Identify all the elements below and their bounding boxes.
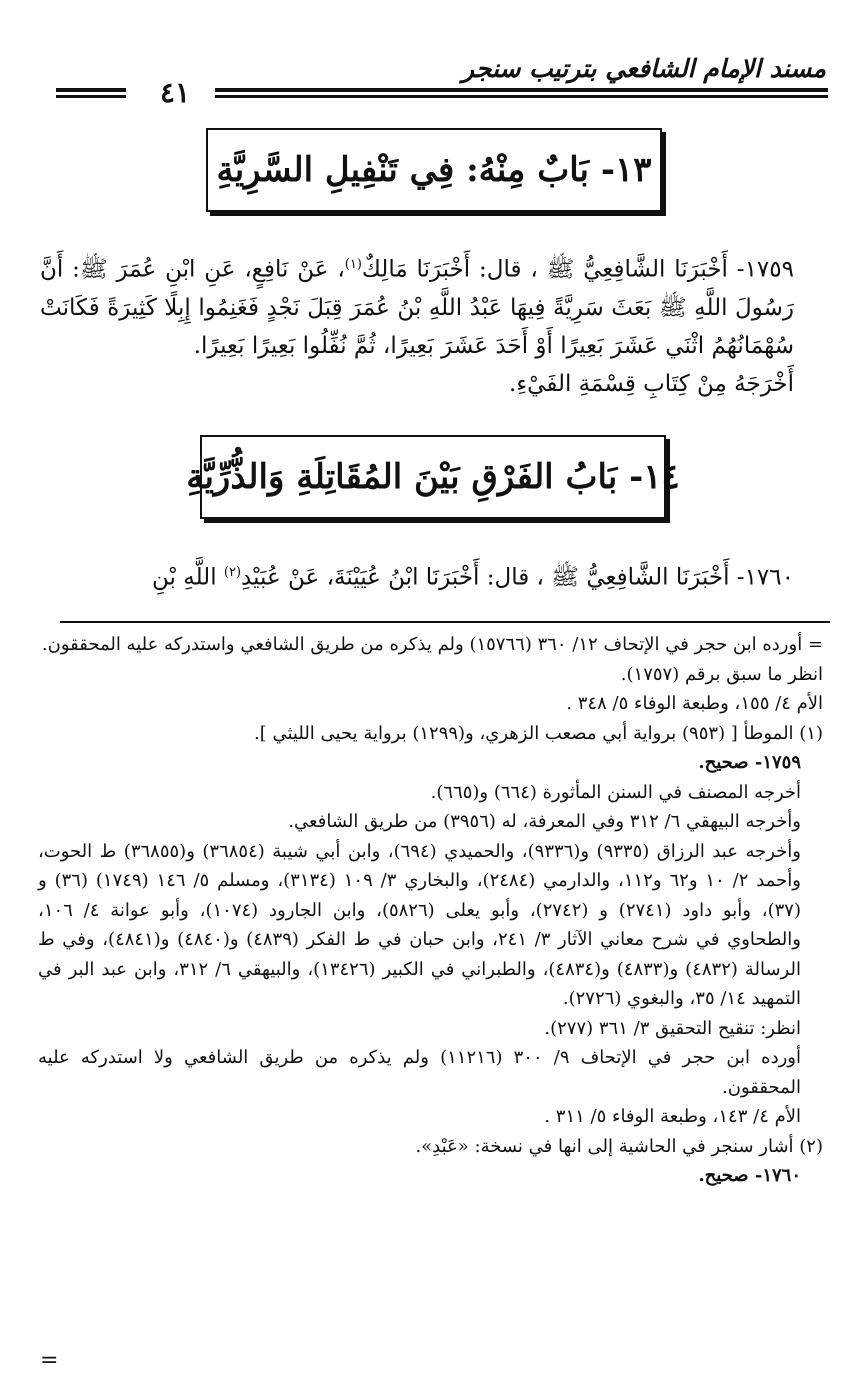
- chapter-13-box: [206, 128, 662, 212]
- hadith-1759-text-a: ١٧٥٩- أَخْبَرَنَا الشَّافِعِيُّ ﷺ ، قال: أَخْبَرَنَا مَالِكٌ: [361, 256, 794, 283]
- footnotes: [38, 630, 823, 1191]
- hadith-1760-text-a: ١٧٦٠- أَخْبَرَنَا الشَّافِعِيُّ ﷺ ، قال: أَخْبَرَنَا ابْنُ عُيَيْنَةَ، عَنْ عُبَيْدِ: [241, 564, 794, 591]
- page-number: ٤١: [159, 76, 191, 109]
- hadith-1760-text-b: اللَّهِ بْنِ: [152, 564, 224, 591]
- takhrij-paragraph: أورده ابن حجر في الإتحاف ٩/ ٣٠٠ (١١٢١٦) ولم يذكره من طريق الشافعي ولا استدركه عليه المحققون.: [38, 1047, 802, 1098]
- header-rule: [215, 95, 828, 98]
- footnote-2: (٢) أشار سنجر في الحاشية إلى انها في نسخة: «عَبْدِ».: [415, 1135, 823, 1157]
- takhrij-paragraph: الأم ٤/ ١٤٣، وطبعة الوفاء ٥/ ٣١١ .: [544, 1106, 801, 1127]
- takhrij-paragraph: انظر: تنقيح التحقيق ٣/ ٣٦١ (٢٧٧).: [544, 1017, 801, 1039]
- footnote-continuation: = أورده ابن حجر في الإتحاف ١٢/ ٣٦٠ (١٥٧٦٦) ولم يذكره من طريق الشافعي واستدركه عليه المحققون.: [41, 634, 823, 655]
- header-rule: [56, 88, 126, 92]
- takhrij-paragraph: وأخرجه البيهقي ٦/ ٣١٢ وفي المعرفة، له (٣٩٥٦) من طريق الشافعي.: [288, 811, 801, 832]
- header-rule: [215, 88, 828, 92]
- hadith-1760: [40, 554, 816, 597]
- hadith-1759-takhrij: أَخْرَجَهُ مِنْ كِتَابِ قِسْمَةِ الفَيْءِ.: [509, 370, 794, 397]
- running-header-title: مسند الإمام الشافعي بترتيب سنجر: [462, 54, 826, 83]
- header-rule: [56, 95, 126, 98]
- takhrij-paragraph: وأخرجه عبد الرزاق (٩٣٣٥) و(٩٣٣٦)، والحميدي (٦٩٤)، وابن أبي شيبة (٣٦٨٥٤) و(٣٦٨٥٥) ط الحوت، وأحمد ٢/ ١٠ و٦٢ و١١٢، والدارمي (٢٤٨٤)، والبخاري ٣/ ١٠٩ (٣١٣٤)، ومسلم ٥/ ١٤٦ (١٧٤٩) (٣٦) و (٣٧)، وأبو داود (٢٧٤١) و (٢٧٤٢)، وأبو يعلى (٥٨٢٦)، وابن الجارود (١٠٧٤)، وأبو عوانة ٤/ ١٠٦، والطحاوي في شرح معاني الآثار ٣/ ٢٤١، وابن حبان في ط الفكر (٤٨٣٩) و(٤٨٤٠) و(٤٨٤١)، وفي ط الرسالة (٤٨٣٢) و(٤٨٣٣) و(٤٨٣٤)، والطبراني في الكبير (١٣٤٢٦)، والبيهقي ٦/ ٣١٢، وابن عبد البر في التمهيد ١٤/ ٣٥، والبغوي (٢٧٢٦).: [38, 840, 801, 1009]
- hadith-1759-text-b: ، عَنْ نَافِعٍ، عَنِ ابْنِ عُمَرَ ﷺ: أَنَّ رَسُولَ اللَّهِ ﷺ بَعَثَ سَرِيَّةً فِيهَا عَبْدُ اللَّهِ بْنُ عُمَرَ قِبَلَ نَجْدٍ فَغَنِمُوا إِبِلًا كَثِيرَةً فَكَانَتْ سُهْمَانُهُمُ اثْنَي عَشَرَ بَعِيرًا أَوْ أَحَدَ عَشَرَ بَعِيرًا، ثُمَّ نُفِّلُوا بَعِيرًا بَعِيرًا.: [40, 256, 794, 359]
- takhrij-paragraph: أخرجه المصنف في السنن المأثورة (٦٦٤) و(٦٦٥).: [430, 781, 801, 803]
- footnote-separator: [60, 621, 830, 623]
- footnote-1: (١) الموطأ [ (٩٥٣) برواية أبي مصعب الزهري، و(١٢٩٩) برواية يحيى الليثي ].: [254, 722, 823, 744]
- footnote-umm-previous: الأم ٤/ ١٥٥، وطبعة الوفاء ٥/ ٣٤٨ .: [566, 693, 823, 714]
- chapter-13-title: ١٣- بَابٌ مِنْهُ: فِي تَنْفِيلِ السَّرِيَّةِ: [216, 150, 652, 190]
- footnote-ref-1: (١): [344, 257, 362, 272]
- chapter-14-box: [186, 435, 680, 519]
- chapter-14-title: ١٤- بَابُ الفَرْقِ بَيْنَ المُقَاتِلَةِ وَالذُّرِّيَّةِ: [186, 457, 680, 497]
- hadith-1759: [40, 246, 816, 403]
- footnote-see-previous: انظر ما سبق برقم (١٧٥٧).: [620, 663, 823, 685]
- continued-mark: =: [40, 1348, 59, 1373]
- footnote-ref-2: (٢): [223, 565, 242, 580]
- grade-1760: ١٧٦٠- صحيح.: [698, 1165, 801, 1186]
- grade-1759: ١٧٥٩- صحيح.: [698, 752, 801, 773]
